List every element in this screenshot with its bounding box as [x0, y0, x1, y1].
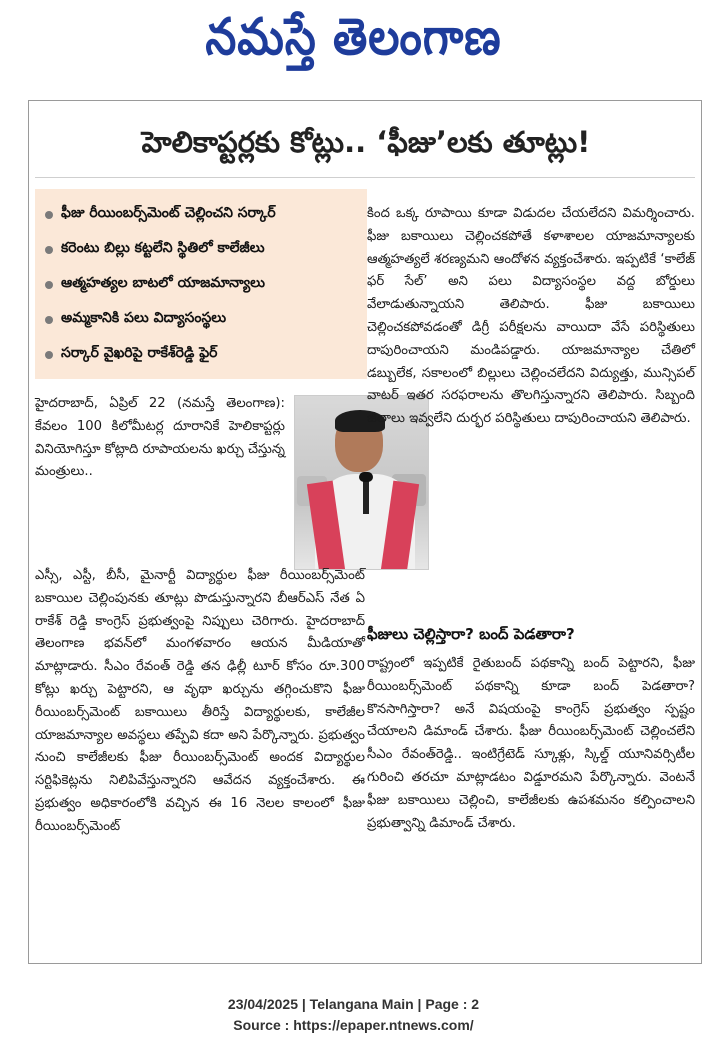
bullet-icon — [45, 211, 53, 219]
highlight-text: ఆత్మహత్యల బాటలో యాజమాన్యాలు — [61, 275, 265, 291]
highlight-item — [45, 267, 361, 302]
highlight-text: ఫీజు రీయింబర్స్‌మెంట్ చెల్లించని సర్కార్ — [61, 205, 276, 221]
highlight-item — [45, 197, 361, 232]
highlight-text: సర్కార్ వైఖరిపై రాకేశ్‌రెడ్డి ఫైర్ — [61, 345, 218, 361]
highlight-text: కరెంటు బిల్లు కట్టలేని స్థితిలో కాలేజీలు — [61, 240, 265, 256]
footer-source-line: Source : https://epaper.ntnews.com/ — [233, 1017, 474, 1033]
headline-divider — [35, 177, 695, 178]
article-subheading: ఫీజులు చెల్లిస్తారా? బంద్ పెడతారా? — [367, 625, 575, 643]
article-headline: హెలికాప్టర్లకు కోట్లు.. ‘ఫీజు’లకు తూట్లు! — [141, 125, 591, 159]
footer-date-line: 23/04/2025 | Telangana Main | Page : 2 — [227, 996, 480, 1012]
bullet-icon — [45, 351, 53, 359]
article-body-intro: హైదరాబాద్, ఏప్రిల్ 22 (నమస్తే తెలంగాణ): కేవలం 100 కిలోమీటర్ల దూరానికే హెలికాప్టర్లు వినియోగిస్తూ కోట్లాది రూపాయలను ఖర్చు చేస్తున్న మంత్రులు.. — [35, 396, 285, 480]
microphone-head-icon — [359, 472, 373, 482]
highlight-item — [45, 302, 361, 337]
article-body-right-bottom: రాష్ట్రంలో ఇప్పటికే రైతుబంద్ పథకాన్ని బంద్ పెట్టారని, ఫీజు రీయింబర్స్‌మెంట్ పథకాన్ని కూడా బంద్ పెడతారా? కొనసాగిస్తారా? అనే విషయంపై కాంగ్రెస్ ప్రభుత్వం స్పష్టం చేయాలని డిమాండ్ చేశారు. ఫీజు రీయింబర్స్‌మెంట్ చెల్లించలేని సీఎం రేవంత్‌రెడ్డి.. ఇంటిగ్రేటెడ్ స్కూళ్లు, స్కిల్డ్ యూనివర్సిటీల గురించి తరచూ మాట్లాడటం విడ్డూరమని పేర్కొన్నారు. వెంటనే ఫీజు బకాయిలు చెల్లించి, కాలేజీలకు ఉపశమనం కల్పించాలని ప్రభుత్వాన్ని డిమాండ్ చేశారు. — [367, 656, 695, 831]
highlight-text: అమ్మకానికి పలు విద్యాసంస్థలు — [61, 310, 227, 326]
highlight-item — [45, 337, 361, 372]
bullet-icon — [45, 246, 53, 254]
bullet-icon — [45, 281, 53, 289]
article-clipping — [28, 100, 702, 964]
highlight-item — [45, 232, 361, 267]
page-footer — [0, 994, 707, 1036]
article-body-right: కింద ఒక్క రూపాయి కూడా విడుదల చేయలేదని విమర్శించారు. ఫీజు బకాయిలు చెల్లించకపోతే కళాశాలల యాజమాన్యాలకు ఆత్మహత్యలే శరణ్యమని ఆందోళన వ్యక్తంచేశారు. ఇప్పటికే ‘కాలేజ్ ఫర్ సేల్’ అని పలు విద్యాసంస్థల వద్ద బోర్డులు వేలాడుతున్నాయని తెలిపారు. ఫీజు బకాయిలు చెల్లించకపోవడంతో డిగ్రీ పరీక్షలను వాయిదా వేసే పరిస్థితులు దాపురించాయని మండిపడ్డారు. యాజమాన్యాల చేతిలో డబ్బులేక, సకాలంలో బిల్లులు చెల్లించలేదని విద్యుత్తు, మున్సిపల్ వాటర్ ఇతర సరఫరాలను తొలగిస్తున్నారని తెలిపారు. సిబ్బంది జీతాలు ఇవ్వలేని దుర్భర పరిస్థితులు దాపురించాయని తెలిపారు. — [367, 206, 695, 427]
highlights-box — [35, 189, 367, 379]
article-body-left: ఎస్సీ, ఎస్టీ, బీసీ, మైనార్టీ విద్యార్థుల ఫీజు రీయింబర్స్‌మెంట్ బకాయిల చెల్లింపునకు తూట్లు పొడుస్తున్నారని బీఆర్‌ఎస్ నేత ఏ రాకేశ్ రెడ్డి కాంగ్రెస్ ప్రభుత్వంపై నిప్పులు చెరిగారు. హైదరాబాద్ తెలంగాణ భవన్‌లో మంగళవారం ఆయన మీడియాతో మాట్లాడారు. సీఎం రేవంత్ రెడ్డి తన ఢిల్లీ టూర్ కోసం రూ.300 కోట్లు ఖర్చు పెట్టారని, ఆ వృథా ఖర్చును తగ్గించుకొని ఫీజు రీయింబర్స్‌మెంట్ బకాయిలు తీరిస్తే విద్యార్థులకు, కాలేజీల యాజమాన్యాల అవస్థలు తప్పేవి కదా అని పేర్కొన్నారు. ప్రభుత్వం నుంచి కాలేజీలకు ఫీజు రీయింబర్స్‌మెంట్ అందక విద్యార్థుల సర్టిఫికెట్లను నిలిపివేస్తున్నారని ఆవేదన వ్యక్తంచేశారు. ఈ ప్రభుత్వం అధికారంలోకి వచ్చిన ఈ 16 నెలల కాలంలో ఫీజు రీయింబర్స్‌మెంట్ — [35, 568, 365, 834]
bullet-icon — [45, 316, 53, 324]
masthead — [0, 0, 707, 88]
newspaper-logo-title: నమస్తే తెలంగాణ — [205, 8, 502, 67]
